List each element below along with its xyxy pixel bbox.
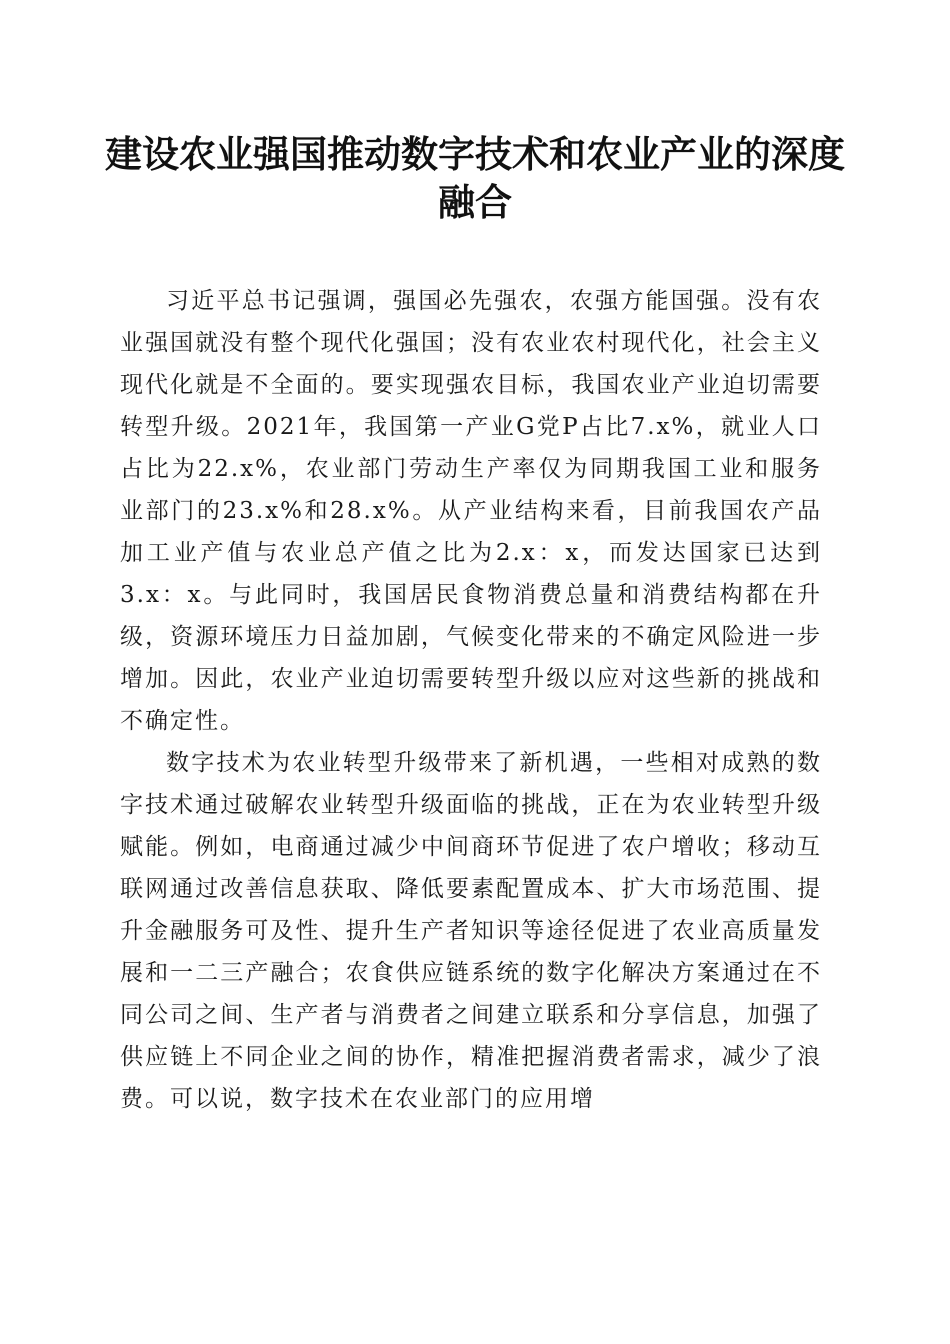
paragraph-1: 习近平总书记强调，强国必先强农，农强方能国强。没有农业强国就没有整个现代化强国；没有农业农村现代化，社会主义现代化就是不全面的。要实现强农目标，我国农业产业迫切需要转型升级。2021年，我国第一产业G党P占比7.x%，就业人口占比为22.x%，农业部门劳动生产率仅为同期我国工业和服务业部门的23.x%和28.x%。从产业结构来看，目前我国农产品加工业产值与农业总产值之比为2.x：x，而发达国家已达到3.x：x。与此同时，我国居民食物消费总量和消费结构都在升级，资源环境压力日益加剧，气候变化带来的不确定风险进一步增加。因此，农业产业迫切需要转型升级以应对这些新的挑战和不确定性。 <box>120 288 822 734</box>
document-body <box>120 280 822 1120</box>
document-title: 建设农业强国推动数字技术和农业产业的深度融合 <box>105 132 845 224</box>
paragraph-2: 数字技术为农业转型升级带来了新机遇，一些相对成熟的数字技术通过破解农业转型升级面临的挑战，正在为农业转型升级赋能。例如，电商通过减少中间商环节促进了农户增收；移动互联网通过改善信息获取、降低要素配置成本、扩大市场范围、提升金融服务可及性、提升生产者知识等途径促进了农业高质量发展和一二三产融合；农食供应链系统的数字化解决方案通过在不同公司之间、生产者与消费者之间建立联系和分享信息，加强了供应链上不同企业之间的协作，精准把握消费者需求，减少了浪费。可以说，数字技术在农业部门的应用增 <box>120 750 822 1112</box>
